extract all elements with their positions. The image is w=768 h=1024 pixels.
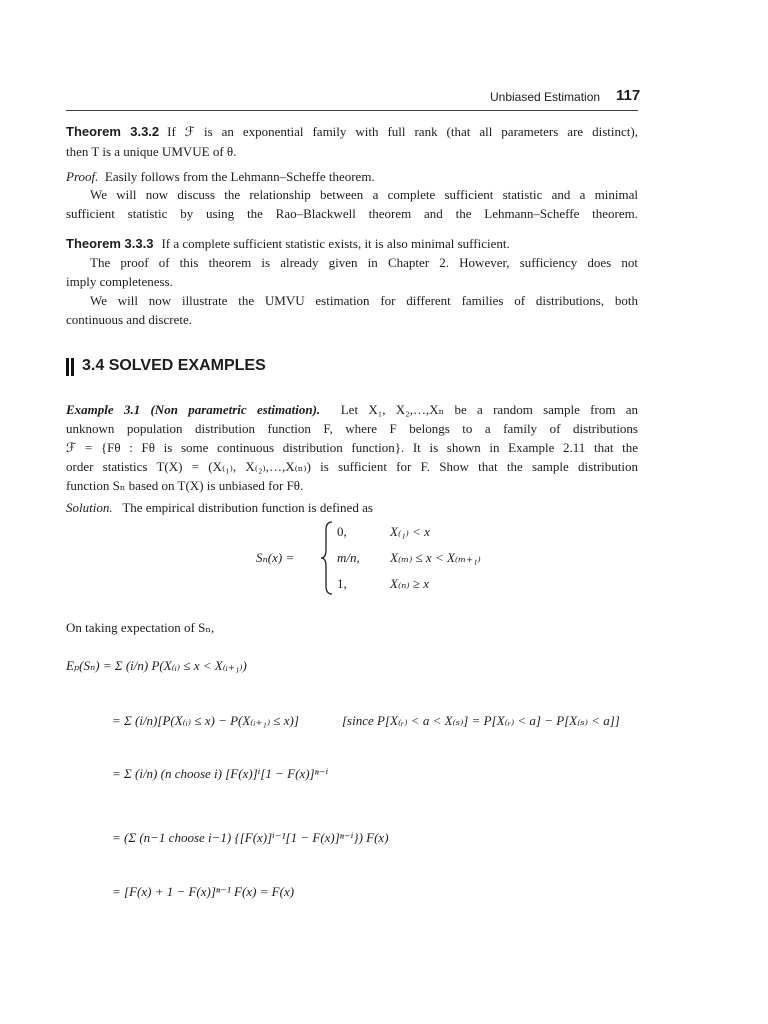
example-line: order statistics T(X) = (X₍₁₎, X₍₂₎,…,X₍ₙ₎) is sufficient for F. Show that the sample distribution bbox=[66, 459, 638, 474]
page-number: 117 bbox=[616, 87, 641, 104]
solution bbox=[66, 500, 638, 516]
paragraph-line: sufficient statistic by using the Rao–Blackwell theorem and the Lehmann–Scheffe theorem. bbox=[66, 206, 638, 221]
section-heading: 3.4 SOLVED EXAMPLES bbox=[82, 357, 266, 374]
example-line: ℱ = {Fθ : Fθ is some continuous distribution function}. It is shown in Example 2.11 that the bbox=[66, 440, 638, 455]
example-3-1 bbox=[66, 402, 638, 418]
paragraph-line: continuous and discrete. bbox=[66, 312, 192, 327]
theorem-text: If ℱ is an exponential family with full rank (that all parameters are distinct), bbox=[167, 124, 638, 139]
solution-label: Solution. bbox=[66, 500, 113, 515]
case-value: 0, bbox=[337, 524, 347, 539]
running-head-title: Unbiased Estimation bbox=[490, 90, 601, 104]
example-label: Example 3.1 (Non parametric estimation). bbox=[66, 402, 321, 417]
paragraph-line: The proof of this theorem is already given in Chapter 2. However, sufficiency does not bbox=[90, 255, 638, 270]
paragraph-line: We will now illustrate the UMVU estimation for different families of distributions, both bbox=[90, 293, 638, 308]
example-line: function Sₙ based on T(X) is unbiased for Fθ. bbox=[66, 478, 304, 493]
case-value: m/n, bbox=[337, 550, 360, 565]
theorem-text: If a complete sufficient statistic exists, it is also minimal sufficient. bbox=[161, 236, 510, 251]
header-rule bbox=[66, 110, 638, 111]
case-condition: X₍ₙ₎ ≥ x bbox=[390, 576, 429, 591]
theorem-label: Theorem 3.3.3 bbox=[66, 236, 154, 251]
derivation-eq2: = Σ (i/n)[P(X₍ᵢ₎ ≤ x) − P(X₍ᵢ₊₁₎ ≤ x)] bbox=[112, 713, 299, 728]
case-condition: X₍ₘ₎ ≤ x < X₍ₘ₊₁₎ bbox=[390, 550, 481, 565]
proof-text: Easily follows from the Lehmann–Scheffe theorem. bbox=[104, 169, 375, 184]
solution-text: The empirical distribution function is defined as bbox=[122, 500, 373, 515]
example-text: Let X₁, X₂,…,Xₙ be a random sample from an bbox=[340, 402, 638, 417]
case-value: 1, bbox=[337, 576, 347, 591]
example-line: unknown population distribution function F, where F belongs to a family of distributions bbox=[66, 421, 638, 436]
proof-label: Proof. bbox=[66, 169, 99, 184]
proof bbox=[66, 169, 638, 185]
derivation-eq5: = [F(x) + 1 − F(x)]ⁿ⁻¹ F(x) = F(x) bbox=[112, 884, 295, 899]
theorem-label: Theorem 3.3.2 bbox=[66, 124, 160, 139]
derivation-eq2-note: [since P[X₍ᵣ₎ < a < X₍ₛ₎] = P[X₍ᵣ₎ < a] − P[X₍ₛ₎ < a]] bbox=[342, 713, 620, 728]
case-condition: X₍₁₎ < x bbox=[390, 524, 430, 539]
left-brace-icon bbox=[320, 520, 334, 596]
expectation-intro: On taking expectation of Sₙ, bbox=[66, 620, 215, 635]
theorem-3-3-2 bbox=[66, 124, 638, 140]
paragraph-line: imply completeness. bbox=[66, 274, 173, 289]
derivation-eq1: Eₚ(Sₙ) = Σ (i/n) P(X₍ᵢ₎ ≤ x < X₍ᵢ₊₁₎) bbox=[66, 658, 247, 673]
derivation-eq4: = (Σ (n−1 choose i−1) {[F(x)]ⁱ⁻¹[1 − F(x)]ⁿ⁻ⁱ}) F(x) bbox=[112, 830, 389, 845]
theorem-3-3-3 bbox=[66, 236, 638, 252]
piecewise-lhs: Sₙ(x) = bbox=[256, 550, 295, 565]
derivation-eq3: = Σ (i/n) (n choose i) [F(x)]ⁱ[1 − F(x)]ⁿ⁻ⁱ bbox=[112, 766, 329, 781]
paragraph-line: We will now discuss the relationship between a complete sufficient statistic and a minimal bbox=[90, 187, 638, 202]
section-marker-icon bbox=[66, 358, 75, 376]
theorem-3-3-2-line2: then T is a unique UMVUE of θ. bbox=[66, 144, 237, 159]
